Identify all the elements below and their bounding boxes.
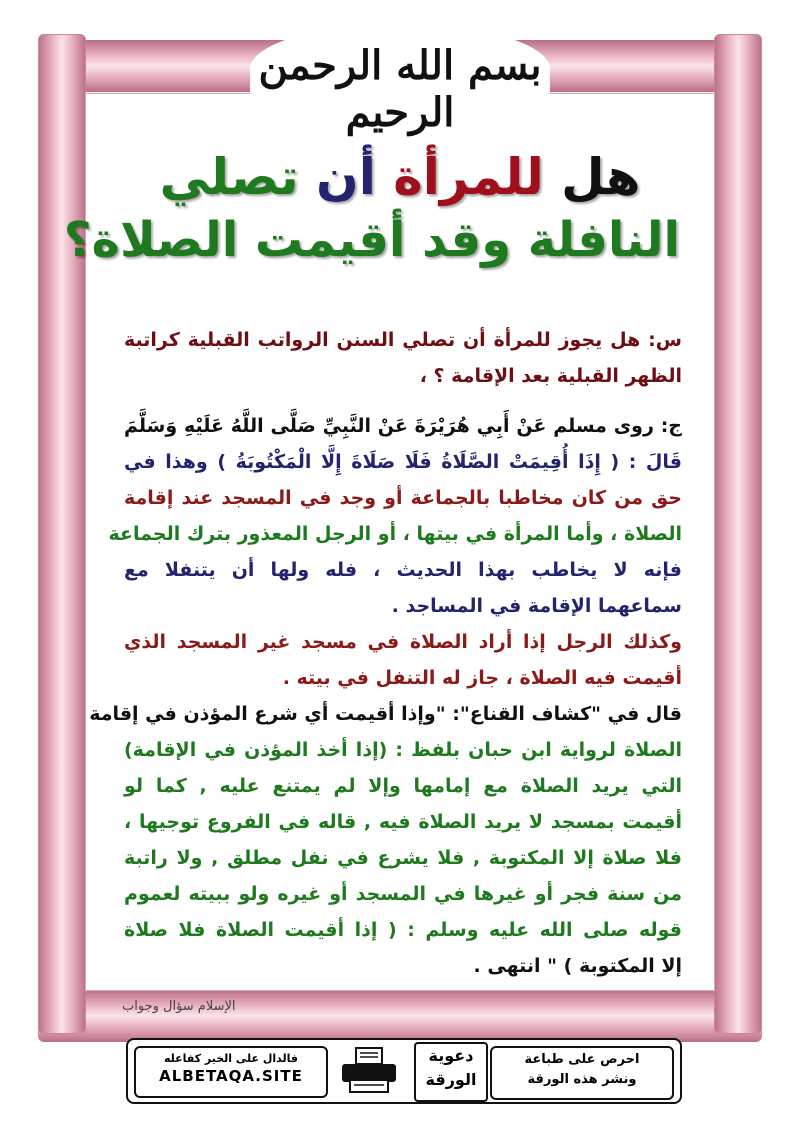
answer-block <box>89 408 682 984</box>
answer-line: من سنة فجر أو غيرها في المسجد أو غيره ولو ببيته لعموم <box>124 883 682 905</box>
footer-logo <box>414 1042 488 1102</box>
basmala: بسم الله الرحمن الرحيم <box>258 42 542 136</box>
footer-bar <box>126 1038 682 1104</box>
answer-line: الصلاة ، وأما المرأة في بيتها ، أو الرجل المعذور بترك الجماعة <box>108 523 682 545</box>
answer-line: إلا المكتوبة ) " انتهى . <box>473 955 682 977</box>
page-title-line1 <box>120 148 680 206</box>
footer-site[interactable]: ALBETAQA.SITE <box>159 1067 303 1085</box>
title-word-2: للمرأة <box>375 148 544 206</box>
footer-print-note <box>490 1046 674 1100</box>
title-word-3: أن <box>298 148 376 206</box>
answer-line: ج: روى مسلم عَنْ أَبِي هُرَيْرَةَ عَنْ النَّبِيِّ صَلَّى اللَّهُ عَلَيْهِ وَسَلَّمَ <box>124 415 682 437</box>
question-block <box>124 322 682 394</box>
frame-right-pillar <box>714 34 762 1034</box>
question-line: س: هل يجوز للمرأة أن تصلي السنن الرواتب القبلية كراتبة <box>124 329 682 351</box>
answer-line: سماعهما الإقامة في المساجد . <box>391 595 682 617</box>
footer-note-line1: احرص على طباعة <box>524 1052 640 1067</box>
answer-line: وكذلك الرجل إذا أراد الصلاة في مسجد غير المسجد الذي <box>124 631 682 653</box>
answer-line: أقيمت بمسجد لا يريد الصلاة فيه , قاله في الفروع توجيها ، <box>124 811 682 833</box>
basmala-plate <box>250 24 550 136</box>
answer-line: فلا صلاة إلا المكتوبة , فلا يشرع في نفل مطلق , ولا راتبة <box>124 847 682 869</box>
footer-motto: فالدال على الخير كفاعله <box>163 1052 299 1065</box>
footer-logo-line1: دعوية <box>428 1046 474 1065</box>
source-credit: الإسلام سؤال وجواب <box>122 999 236 1014</box>
answer-line: الصلاة لرواية ابن حبان بلفظ : (إذا أخذ المؤذن في الإقامة) <box>124 739 682 761</box>
title-word-4: تصلي <box>159 148 299 206</box>
page-title-line2: النافلة وقد أقيمت الصلاة؟ <box>63 212 680 268</box>
frame-bottom <box>38 990 762 1042</box>
answer-line: حق من كان مخاطبا بالجماعة أو وجد في المسجد عند إقامة <box>124 487 682 509</box>
question-line: الظهر القبلية بعد الإقامة ؟ ، <box>419 365 682 387</box>
title-word-1: هل <box>543 148 641 206</box>
answer-line: التي يريد الصلاة مع إمامها وإلا لم يمتنع عليه , كما لو <box>124 775 682 797</box>
answer-line: أقيمت فيه الصلاة ، جاز له التنفل في بيته . <box>282 667 682 689</box>
answer-line: فإنه لا يخاطب بهذا الحديث ، فله ولها أن يتنفلا مع <box>124 559 682 581</box>
footer-logo-line2: الورقة <box>425 1070 477 1089</box>
answer-line: قوله صلى الله عليه وسلم : ( إذا أقيمت الصلاة فلا صلاة <box>124 919 682 941</box>
answer-line: قال في "كشاف القناع": "وإذا أقيمت أي شرع المؤذن في إقامة <box>89 703 682 725</box>
footer-note-line2: ونشر هذه الورقة <box>527 1072 637 1087</box>
printer-icon <box>334 1046 404 1094</box>
frame-left-pillar <box>38 34 86 1034</box>
answer-line: قَالَ : ( إِذَا أُقِيمَتْ الصَّلَاةُ فَلَا صَلَاةَ إِلَّا الْمَكْتُوبَةُ ) وهذا في <box>124 451 682 473</box>
footer-site-box <box>134 1046 328 1098</box>
